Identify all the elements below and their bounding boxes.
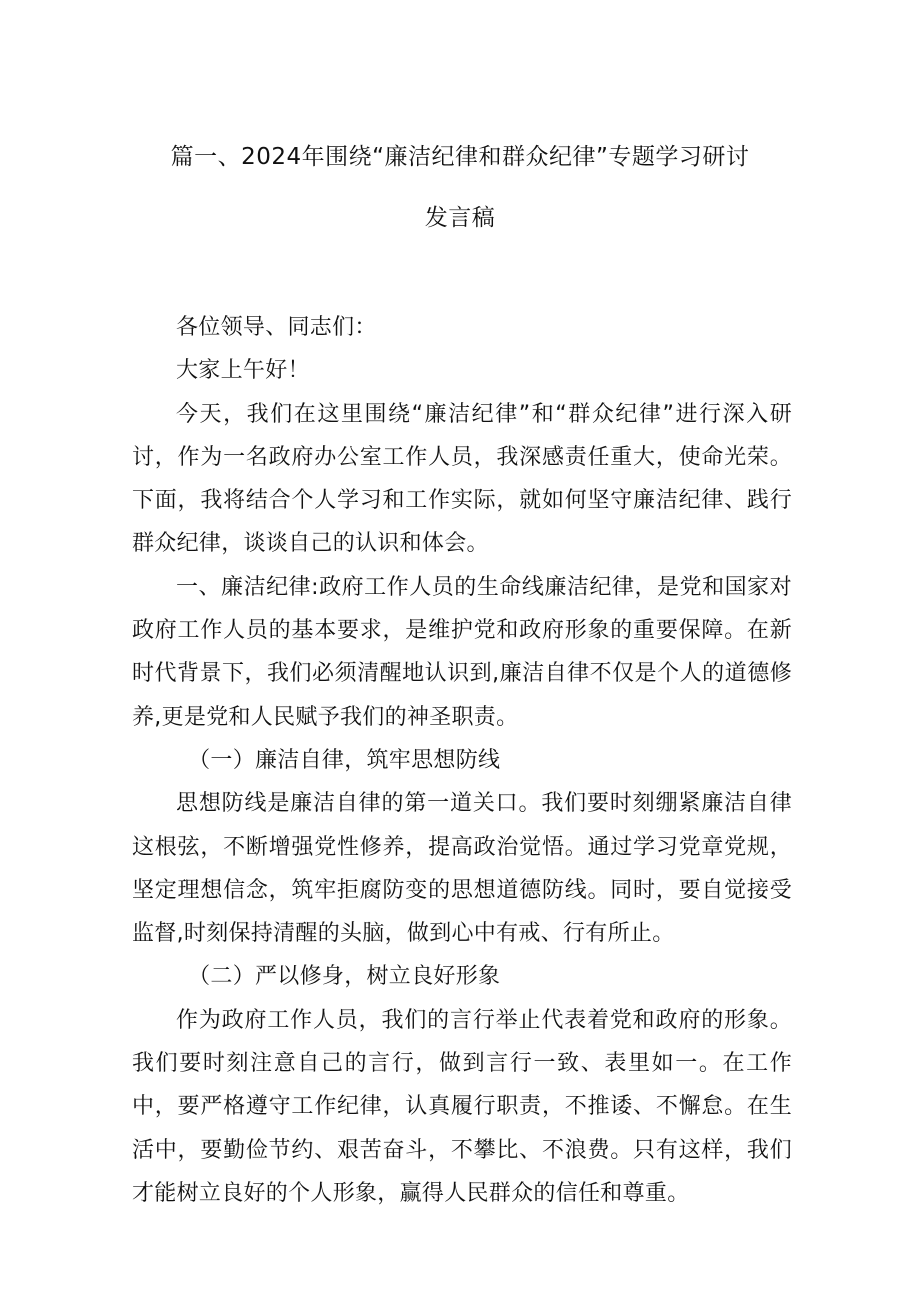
document-title-line-1: 篇一、2024年围绕“廉洁纪律和群众纪律”专题学习研讨 [170,144,750,170]
subsection-2-body: 作为政府工作人员，我们的言行举止代表着党和政府的形象。我们要时刻注意自己的言行，做到言行一致、表里如一。在工作中，要严格遵守工作纪律，认真履行职责，不推诿、不懈怠。在生活中，要勤俭节约、艰苦奋斗，不攀比、不浪费。只有这样，我们才能树立良好的个人形象，赢得人民群众的信任和尊重。 [132,1007,792,1206]
subsection-1-body: 思想防线是廉洁自律的第一道关口。我们要时刻绷紧廉洁自律这根弦，不断增强党性修养，提高政治觉悟。通过学习党章党规，坚定理想信念，筑牢拒腐防变的思想道德防线。同时，要自觉接受监督,时刻保持清醒的头脑，做到心中有戒、行有所止。 [132,791,792,947]
section-1-paragraph: 一、廉洁纪律:政府工作人员的生命线廉洁纪律，是党和国家对政府工作人员的基本要求，是维护党和政府形象的重要保障。在新时代背景下，我们必须清醒地认识到,廉洁自律不仅是个人的道德修养,更是党和人民赋予我们的神圣职责。 [132,574,792,730]
salutation: 各位领导、同志们： [176,315,377,340]
document-title-line-2: 发言稿 [424,205,496,231]
greeting: 大家上午好！ [176,358,310,384]
subsection-1-heading: （一）廉洁自律，筑牢思想防线 [188,747,501,773]
subsection-2-heading: （二）严以修身，树立良好形象 [188,964,501,990]
document-body [132,306,792,1215]
intro-paragraph: 今天，我们在这里围绕“廉洁纪律”和“群众纪律”进行深入研讨，作为一名政府办公室工作人员，我深感责任重大，使命光荣。下面，我将结合个人学习和工作实际，就如何坚守廉洁纪律、践行群众纪律，谈谈自己的认识和体会。 [132,401,792,557]
